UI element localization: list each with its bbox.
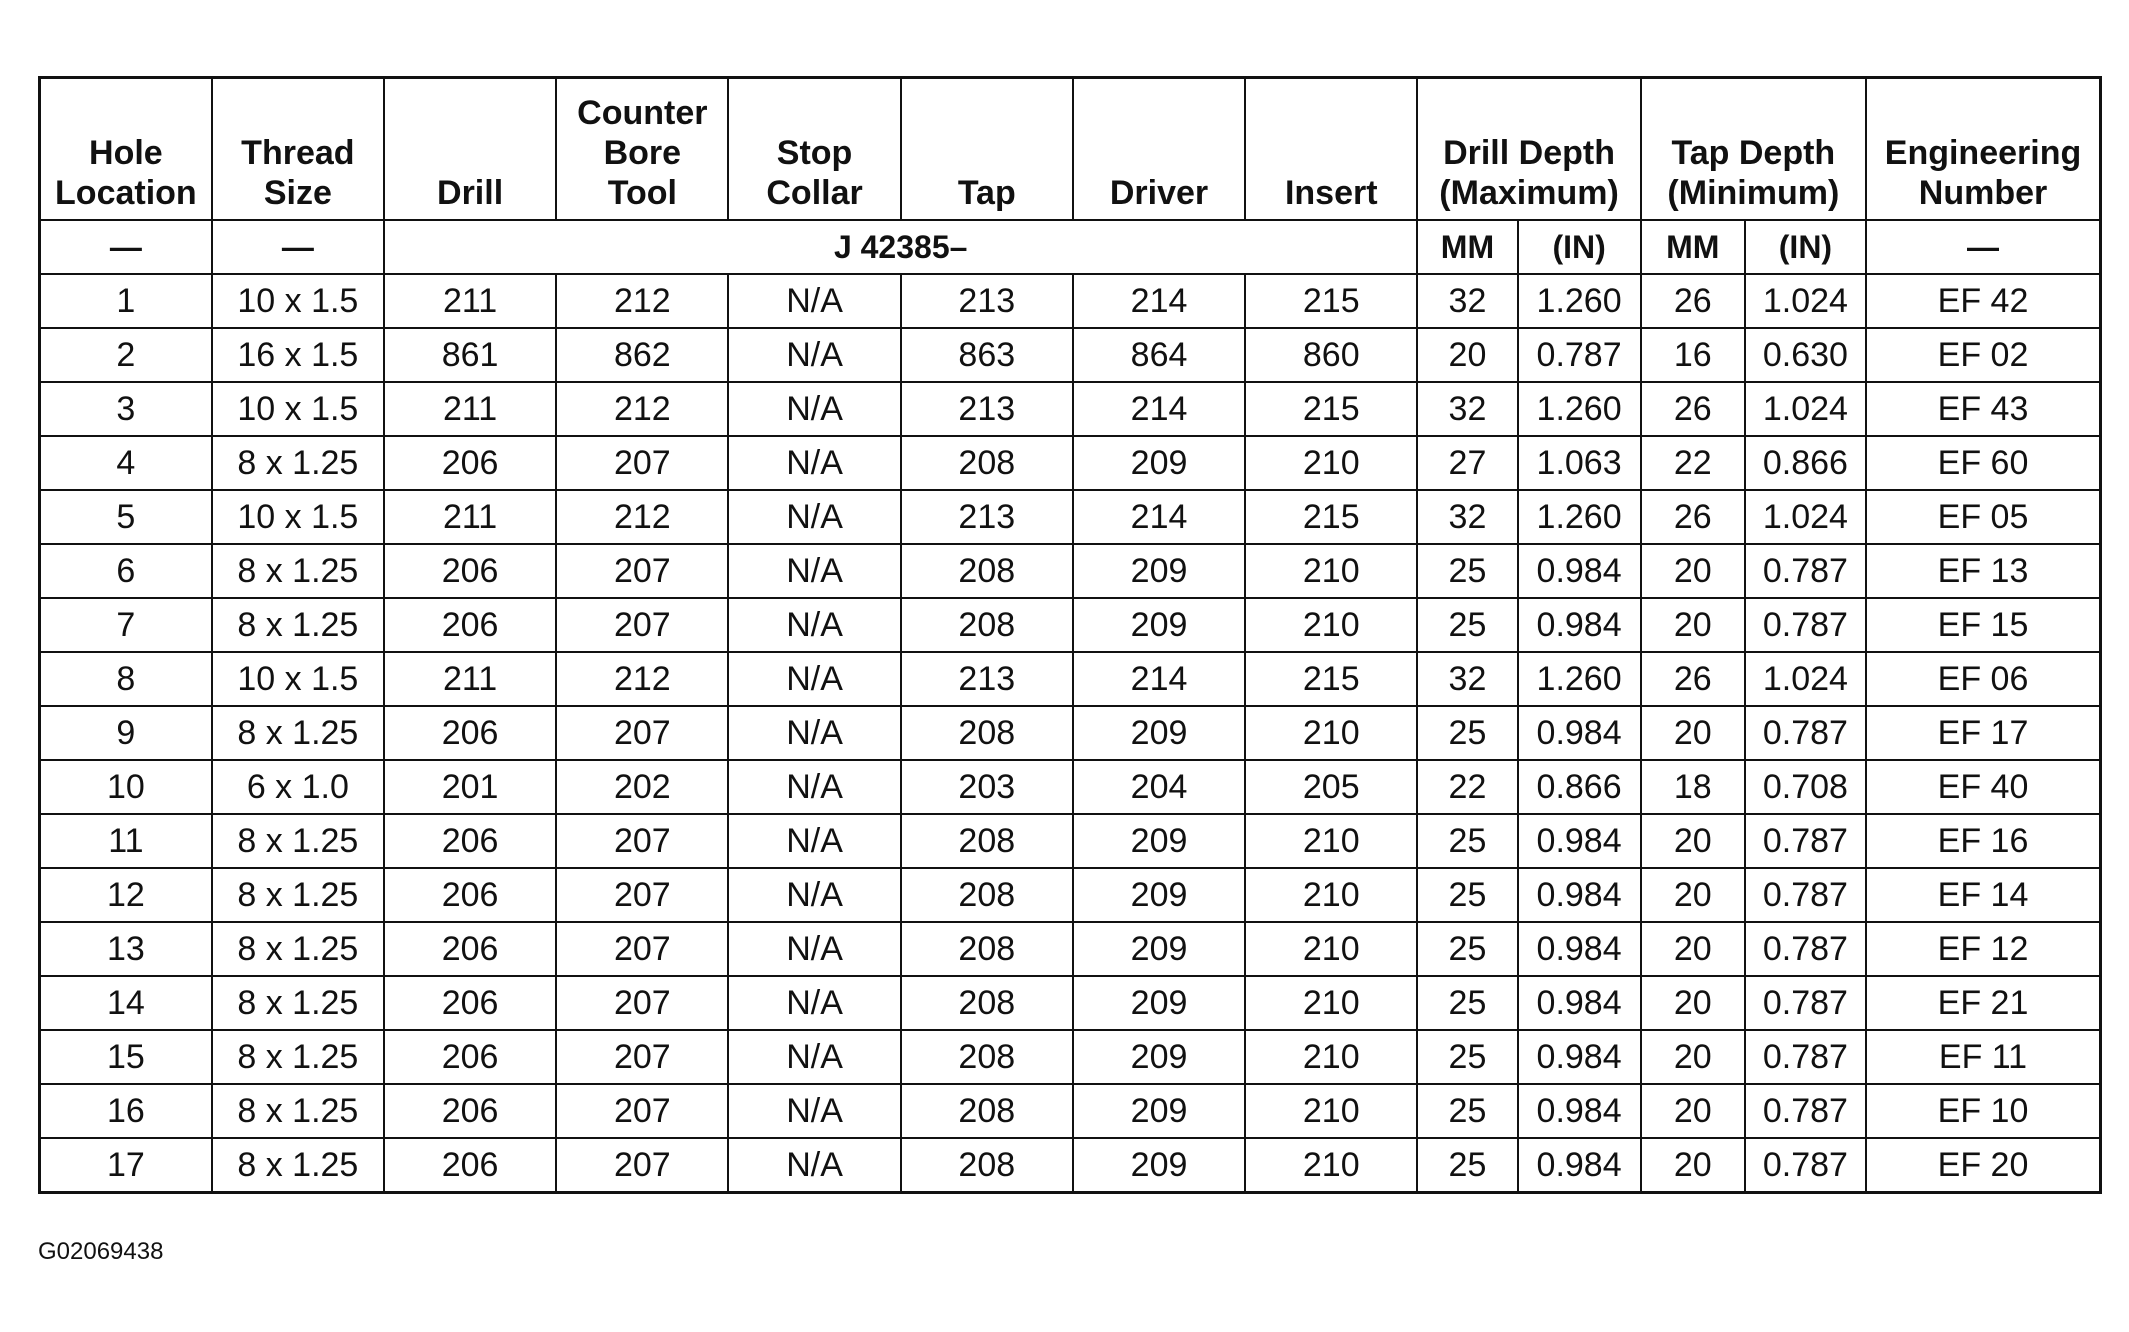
thread-size-cell: 10 x 1.5	[212, 382, 384, 436]
drill-depth-in-cell: 0.984	[1518, 1030, 1641, 1084]
stop-collar-cell: N/A	[728, 922, 900, 976]
drill-depth-in-cell: 1.260	[1518, 652, 1641, 706]
tap-depth-in-cell: 0.787	[1745, 1030, 1866, 1084]
driver-cell: 209	[1073, 436, 1245, 490]
drill-cell: 206	[384, 544, 556, 598]
driver-cell: 204	[1073, 760, 1245, 814]
header-tap: Tap	[901, 78, 1073, 221]
counter-bore-tool-cell: 212	[556, 382, 728, 436]
counter-bore-tool-cell: 207	[556, 814, 728, 868]
tap-cell: 208	[901, 706, 1073, 760]
table-row	[40, 1084, 2101, 1138]
thread-size-cell: 8 x 1.25	[212, 706, 384, 760]
tap-depth-mm-cell: 20	[1641, 922, 1745, 976]
tap-cell: 208	[901, 544, 1073, 598]
thread-size-cell: 8 x 1.25	[212, 868, 384, 922]
table-row	[40, 868, 2101, 922]
stop-collar-cell: N/A	[728, 490, 900, 544]
thread-size-cell: 8 x 1.25	[212, 922, 384, 976]
tap-cell: 213	[901, 382, 1073, 436]
hole-location-cell: 16	[40, 1084, 212, 1138]
insert-cell: 215	[1245, 652, 1417, 706]
drill-depth-in-cell: 0.866	[1518, 760, 1641, 814]
thread-size-cell: 16 x 1.5	[212, 328, 384, 382]
tap-cell: 208	[901, 436, 1073, 490]
hole-location-cell: 12	[40, 868, 212, 922]
counter-bore-tool-cell: 212	[556, 274, 728, 328]
header-drill: Drill	[384, 78, 556, 221]
hole-location-cell: 11	[40, 814, 212, 868]
insert-cell: 215	[1245, 490, 1417, 544]
drill-depth-in-cell: 0.984	[1518, 1138, 1641, 1193]
table-body	[40, 274, 2101, 1193]
driver-cell: 209	[1073, 1030, 1245, 1084]
tap-depth-mm-cell: 26	[1641, 652, 1745, 706]
drill-depth-mm-cell: 20	[1417, 328, 1517, 382]
engineering-number-cell: EF 02	[1866, 328, 2100, 382]
tap-cell: 213	[901, 274, 1073, 328]
tap-depth-in-cell: 1.024	[1745, 382, 1866, 436]
thread-size-cell: 8 x 1.25	[212, 544, 384, 598]
stop-collar-cell: N/A	[728, 1084, 900, 1138]
insert-cell: 210	[1245, 1138, 1417, 1193]
counter-bore-tool-cell: 207	[556, 1084, 728, 1138]
drill-depth-mm-cell: 25	[1417, 868, 1517, 922]
drill-depth-in-cell: 1.063	[1518, 436, 1641, 490]
insert-cell: 860	[1245, 328, 1417, 382]
thread-size-cell: 10 x 1.5	[212, 652, 384, 706]
driver-cell: 214	[1073, 274, 1245, 328]
thread-size-cell: 8 x 1.25	[212, 976, 384, 1030]
thread-size-cell: 8 x 1.25	[212, 436, 384, 490]
drill-depth-in-cell: 1.260	[1518, 490, 1641, 544]
stop-collar-cell: N/A	[728, 706, 900, 760]
drill-cell: 861	[384, 328, 556, 382]
tap-depth-mm-cell: 20	[1641, 976, 1745, 1030]
engineering-number-cell: EF 16	[1866, 814, 2100, 868]
drill-depth-mm-cell: 25	[1417, 976, 1517, 1030]
hole-location-cell: 7	[40, 598, 212, 652]
tap-depth-in-cell: 0.787	[1745, 598, 1866, 652]
thread-size-cell: 8 x 1.25	[212, 1084, 384, 1138]
counter-bore-tool-cell: 207	[556, 436, 728, 490]
drill-depth-mm-cell: 27	[1417, 436, 1517, 490]
drill-cell: 206	[384, 436, 556, 490]
subheader-hole-location: —	[40, 220, 212, 274]
driver-cell: 209	[1073, 544, 1245, 598]
drill-depth-in-cell: 0.984	[1518, 706, 1641, 760]
table-row	[40, 328, 2101, 382]
drill-depth-mm-cell: 32	[1417, 652, 1517, 706]
drill-depth-mm-cell: 25	[1417, 814, 1517, 868]
stop-collar-cell: N/A	[728, 598, 900, 652]
drill-depth-mm-cell: 25	[1417, 1084, 1517, 1138]
drill-cell: 206	[384, 1084, 556, 1138]
insert-cell: 205	[1245, 760, 1417, 814]
driver-cell: 209	[1073, 868, 1245, 922]
drill-depth-mm-cell: 25	[1417, 598, 1517, 652]
engineering-number-cell: EF 40	[1866, 760, 2100, 814]
engineering-number-cell: EF 12	[1866, 922, 2100, 976]
stop-collar-cell: N/A	[728, 976, 900, 1030]
table-row	[40, 1138, 2101, 1193]
tap-depth-in-cell: 0.866	[1745, 436, 1866, 490]
stop-collar-cell: N/A	[728, 868, 900, 922]
engineering-number-cell: EF 42	[1866, 274, 2100, 328]
driver-cell: 209	[1073, 1084, 1245, 1138]
insert-cell: 210	[1245, 976, 1417, 1030]
counter-bore-tool-cell: 207	[556, 706, 728, 760]
drill-cell: 206	[384, 1030, 556, 1084]
figure-id: G02069438	[38, 1238, 164, 1265]
drill-depth-in-cell: 0.984	[1518, 976, 1641, 1030]
hole-location-cell: 15	[40, 1030, 212, 1084]
subheader-row	[40, 220, 2101, 274]
tap-depth-mm-cell: 22	[1641, 436, 1745, 490]
stop-collar-cell: N/A	[728, 760, 900, 814]
tap-depth-in-cell: 0.787	[1745, 1084, 1866, 1138]
thread-size-cell: 8 x 1.25	[212, 598, 384, 652]
thread-size-cell: 8 x 1.25	[212, 1138, 384, 1193]
stop-collar-cell: N/A	[728, 382, 900, 436]
header-insert: Insert	[1245, 78, 1417, 221]
stop-collar-cell: N/A	[728, 274, 900, 328]
tap-depth-mm-cell: 20	[1641, 598, 1745, 652]
tap-depth-mm-cell: 20	[1641, 868, 1745, 922]
header-row	[40, 78, 2101, 221]
header-counter-bore-tool: Counter Bore Tool	[556, 78, 728, 221]
stop-collar-cell: N/A	[728, 814, 900, 868]
drill-depth-in-cell: 0.984	[1518, 598, 1641, 652]
tap-cell: 213	[901, 652, 1073, 706]
table-row	[40, 274, 2101, 328]
engineering-number-cell: EF 43	[1866, 382, 2100, 436]
engineering-number-cell: EF 60	[1866, 436, 2100, 490]
engineering-number-cell: EF 17	[1866, 706, 2100, 760]
table-row	[40, 382, 2101, 436]
counter-bore-tool-cell: 207	[556, 976, 728, 1030]
insert-cell: 210	[1245, 814, 1417, 868]
table-row	[40, 922, 2101, 976]
hole-location-cell: 14	[40, 976, 212, 1030]
thread-size-cell: 8 x 1.25	[212, 1030, 384, 1084]
thread-size-cell: 8 x 1.25	[212, 814, 384, 868]
drill-cell: 206	[384, 598, 556, 652]
stop-collar-cell: N/A	[728, 652, 900, 706]
counter-bore-tool-cell: 202	[556, 760, 728, 814]
table-row	[40, 706, 2101, 760]
table-row	[40, 598, 2101, 652]
tap-depth-in-cell: 0.787	[1745, 544, 1866, 598]
table-row	[40, 760, 2101, 814]
tap-cell: 208	[901, 868, 1073, 922]
table-row	[40, 652, 2101, 706]
tap-depth-mm-cell: 20	[1641, 544, 1745, 598]
counter-bore-tool-cell: 212	[556, 490, 728, 544]
tap-depth-mm-cell: 16	[1641, 328, 1745, 382]
drill-cell: 211	[384, 490, 556, 544]
tap-depth-in-cell: 1.024	[1745, 490, 1866, 544]
subheader-drill-depth-in: (IN)	[1518, 220, 1641, 274]
tap-depth-mm-cell: 20	[1641, 1084, 1745, 1138]
tap-depth-mm-cell: 20	[1641, 706, 1745, 760]
drill-cell: 211	[384, 274, 556, 328]
tap-depth-in-cell: 0.787	[1745, 1138, 1866, 1193]
hole-location-cell: 8	[40, 652, 212, 706]
insert-cell: 215	[1245, 274, 1417, 328]
driver-cell: 209	[1073, 814, 1245, 868]
counter-bore-tool-cell: 207	[556, 544, 728, 598]
tap-depth-in-cell: 1.024	[1745, 652, 1866, 706]
drill-depth-mm-cell: 25	[1417, 922, 1517, 976]
driver-cell: 209	[1073, 1138, 1245, 1193]
stop-collar-cell: N/A	[728, 436, 900, 490]
table-row	[40, 436, 2101, 490]
insert-cell: 210	[1245, 1030, 1417, 1084]
drill-depth-mm-cell: 32	[1417, 382, 1517, 436]
stop-collar-cell: N/A	[728, 544, 900, 598]
tap-depth-mm-cell: 18	[1641, 760, 1745, 814]
drill-depth-mm-cell: 25	[1417, 1138, 1517, 1193]
drill-depth-mm-cell: 25	[1417, 544, 1517, 598]
hole-location-cell: 17	[40, 1138, 212, 1193]
tap-depth-mm-cell: 20	[1641, 1138, 1745, 1193]
hole-location-cell: 4	[40, 436, 212, 490]
drill-cell: 211	[384, 382, 556, 436]
drill-depth-in-cell: 0.984	[1518, 814, 1641, 868]
header-drill-depth: Drill Depth (Maximum)	[1417, 78, 1640, 221]
drill-depth-in-cell: 1.260	[1518, 382, 1641, 436]
drill-cell: 206	[384, 1138, 556, 1193]
engineering-number-cell: EF 20	[1866, 1138, 2100, 1193]
table-row	[40, 544, 2101, 598]
drill-cell: 206	[384, 922, 556, 976]
engineering-number-cell: EF 14	[1866, 868, 2100, 922]
insert-cell: 215	[1245, 382, 1417, 436]
insert-cell: 210	[1245, 598, 1417, 652]
driver-cell: 214	[1073, 490, 1245, 544]
thread-size-cell: 10 x 1.5	[212, 274, 384, 328]
tap-cell: 863	[901, 328, 1073, 382]
tap-cell: 208	[901, 1138, 1073, 1193]
subheader-thread-size: —	[212, 220, 384, 274]
tap-cell: 208	[901, 1030, 1073, 1084]
insert-cell: 210	[1245, 868, 1417, 922]
engineering-number-cell: EF 10	[1866, 1084, 2100, 1138]
stop-collar-cell: N/A	[728, 1138, 900, 1193]
driver-cell: 209	[1073, 598, 1245, 652]
drill-depth-in-cell: 0.984	[1518, 868, 1641, 922]
insert-cell: 210	[1245, 1084, 1417, 1138]
counter-bore-tool-cell: 862	[556, 328, 728, 382]
driver-cell: 214	[1073, 382, 1245, 436]
header-thread-size: Thread Size	[212, 78, 384, 221]
driver-cell: 209	[1073, 706, 1245, 760]
tap-cell: 208	[901, 814, 1073, 868]
insert-cell: 210	[1245, 922, 1417, 976]
header-hole-location: Hole Location	[40, 78, 212, 221]
tap-cell: 203	[901, 760, 1073, 814]
stop-collar-cell: N/A	[728, 1030, 900, 1084]
hole-location-cell: 9	[40, 706, 212, 760]
table-row	[40, 814, 2101, 868]
tool-specification-table	[38, 76, 2102, 1194]
hole-location-cell: 5	[40, 490, 212, 544]
drill-depth-mm-cell: 25	[1417, 706, 1517, 760]
tap-depth-in-cell: 0.787	[1745, 868, 1866, 922]
drill-cell: 206	[384, 706, 556, 760]
header-driver: Driver	[1073, 78, 1245, 221]
tap-depth-in-cell: 0.708	[1745, 760, 1866, 814]
drill-depth-mm-cell: 25	[1417, 1030, 1517, 1084]
tap-cell: 213	[901, 490, 1073, 544]
counter-bore-tool-cell: 207	[556, 922, 728, 976]
tap-depth-mm-cell: 26	[1641, 274, 1745, 328]
counter-bore-tool-cell: 207	[556, 598, 728, 652]
tap-depth-in-cell: 0.787	[1745, 814, 1866, 868]
drill-cell: 206	[384, 976, 556, 1030]
stop-collar-cell: N/A	[728, 328, 900, 382]
subheader-tool-prefix: J 42385–	[384, 220, 1417, 274]
engineering-number-cell: EF 05	[1866, 490, 2100, 544]
tap-depth-in-cell: 0.787	[1745, 706, 1866, 760]
driver-cell: 214	[1073, 652, 1245, 706]
hole-location-cell: 6	[40, 544, 212, 598]
header-tap-depth: Tap Depth (Minimum)	[1641, 78, 1866, 221]
counter-bore-tool-cell: 212	[556, 652, 728, 706]
header-engineering-number: Engineering Number	[1866, 78, 2100, 221]
hole-location-cell: 1	[40, 274, 212, 328]
insert-cell: 210	[1245, 544, 1417, 598]
counter-bore-tool-cell: 207	[556, 1138, 728, 1193]
engineering-number-cell: EF 13	[1866, 544, 2100, 598]
drill-depth-mm-cell: 32	[1417, 274, 1517, 328]
drill-depth-in-cell: 0.984	[1518, 1084, 1641, 1138]
engineering-number-cell: EF 21	[1866, 976, 2100, 1030]
engineering-number-cell: EF 06	[1866, 652, 2100, 706]
tap-depth-in-cell: 0.787	[1745, 922, 1866, 976]
tap-depth-in-cell: 1.024	[1745, 274, 1866, 328]
thread-size-cell: 6 x 1.0	[212, 760, 384, 814]
drill-depth-mm-cell: 32	[1417, 490, 1517, 544]
counter-bore-tool-cell: 207	[556, 868, 728, 922]
hole-location-cell: 3	[40, 382, 212, 436]
subheader-drill-depth-mm: MM	[1417, 220, 1517, 274]
drill-cell: 211	[384, 652, 556, 706]
drill-depth-mm-cell: 22	[1417, 760, 1517, 814]
hole-location-cell: 13	[40, 922, 212, 976]
drill-depth-in-cell: 0.787	[1518, 328, 1641, 382]
engineering-number-cell: EF 15	[1866, 598, 2100, 652]
drill-depth-in-cell: 0.984	[1518, 922, 1641, 976]
driver-cell: 864	[1073, 328, 1245, 382]
drill-depth-in-cell: 1.260	[1518, 274, 1641, 328]
tap-cell: 208	[901, 1084, 1073, 1138]
drill-depth-in-cell: 0.984	[1518, 544, 1641, 598]
tap-cell: 208	[901, 922, 1073, 976]
hole-location-cell: 2	[40, 328, 212, 382]
counter-bore-tool-cell: 207	[556, 1030, 728, 1084]
header-stop-collar: Stop Collar	[728, 78, 900, 221]
thread-size-cell: 10 x 1.5	[212, 490, 384, 544]
engineering-number-cell: EF 11	[1866, 1030, 2100, 1084]
tap-depth-mm-cell: 20	[1641, 814, 1745, 868]
subheader-engineering-number: —	[1866, 220, 2100, 274]
driver-cell: 209	[1073, 922, 1245, 976]
insert-cell: 210	[1245, 706, 1417, 760]
tap-depth-mm-cell: 20	[1641, 1030, 1745, 1084]
tap-depth-in-cell: 0.787	[1745, 976, 1866, 1030]
tap-depth-mm-cell: 26	[1641, 382, 1745, 436]
drill-cell: 201	[384, 760, 556, 814]
tap-depth-in-cell: 0.630	[1745, 328, 1866, 382]
table-row	[40, 490, 2101, 544]
driver-cell: 209	[1073, 976, 1245, 1030]
drill-cell: 206	[384, 868, 556, 922]
tap-cell: 208	[901, 598, 1073, 652]
table-row	[40, 1030, 2101, 1084]
subheader-tap-depth-mm: MM	[1641, 220, 1745, 274]
insert-cell: 210	[1245, 436, 1417, 490]
hole-location-cell: 10	[40, 760, 212, 814]
drill-cell: 206	[384, 814, 556, 868]
subheader-tap-depth-in: (IN)	[1745, 220, 1866, 274]
table-row	[40, 976, 2101, 1030]
tap-cell: 208	[901, 976, 1073, 1030]
tap-depth-mm-cell: 26	[1641, 490, 1745, 544]
